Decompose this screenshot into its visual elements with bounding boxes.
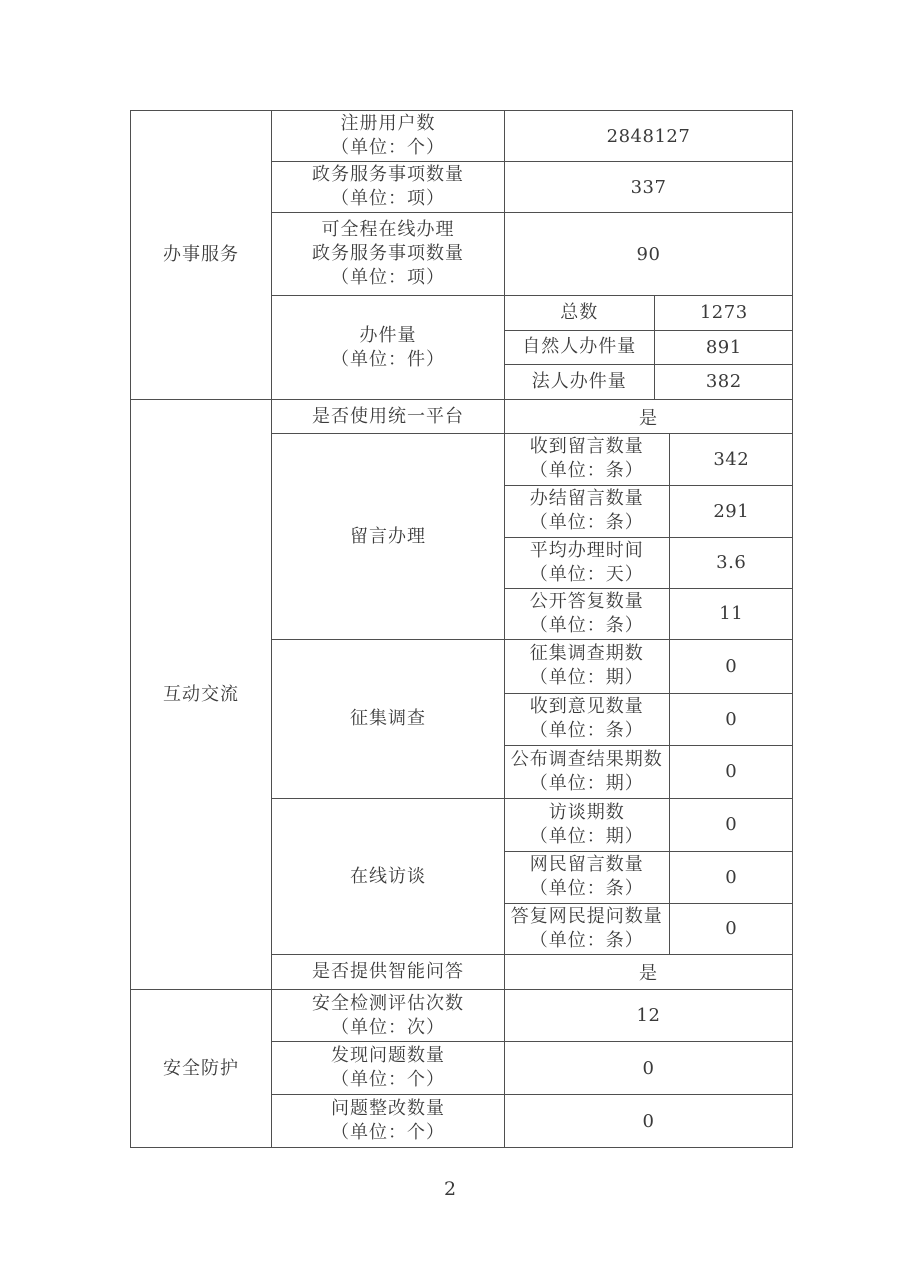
- sub-value-cell: [669, 745, 793, 798]
- sub-label: 网民留言数量: [529, 854, 644, 875]
- sub-label-cell: [505, 296, 654, 330]
- metric-cell: [272, 1042, 505, 1095]
- sub-label-cell: [505, 851, 669, 903]
- sub-label-cell: [505, 434, 669, 485]
- report-table: [130, 110, 793, 1148]
- metric-value: 是: [639, 963, 658, 984]
- sub-row: [505, 364, 793, 399]
- subtable-cell: [505, 640, 793, 799]
- sub-value: 11: [719, 603, 744, 625]
- subtable: [505, 434, 793, 639]
- sub-row: [505, 745, 793, 798]
- metric-label: 政务服务事项数量: [312, 164, 464, 185]
- subtable: [505, 296, 793, 399]
- sub-label: 访谈期数: [548, 801, 625, 823]
- metric-label: 办件量: [359, 324, 417, 346]
- sub-value: 891: [705, 336, 742, 358]
- sub-label: 公开答复数量: [529, 590, 644, 612]
- sub-value: 0: [725, 655, 738, 677]
- metric-unit: （单位：个）: [331, 137, 445, 158]
- sub-value: 0: [725, 761, 738, 783]
- value-cell: [505, 162, 793, 213]
- sub-row: [505, 588, 793, 639]
- sub-value: 0: [725, 866, 738, 888]
- table-row: [131, 111, 793, 162]
- sub-row: [505, 640, 793, 693]
- sub-label-cell: [505, 903, 669, 954]
- sub-label: 总数: [560, 301, 599, 323]
- metric-cell: [272, 955, 505, 990]
- subtable-cell: [505, 799, 793, 955]
- sub-row: [505, 485, 793, 537]
- metric-label: 可全程在线办理: [321, 219, 455, 240]
- metric-value: 是: [639, 407, 658, 429]
- category-label: 安全防护: [163, 1057, 239, 1079]
- sub-label: 法人办件量: [531, 370, 627, 392]
- category-cell-security: [131, 990, 272, 1148]
- metric-cell: [272, 400, 505, 434]
- sub-value-cell: [669, 693, 793, 745]
- subtable: [505, 799, 793, 954]
- metric-cell: [272, 434, 505, 640]
- sub-row: [505, 693, 793, 745]
- sub-value-cell: [654, 364, 793, 399]
- sub-label: 收到留言数量: [529, 436, 644, 458]
- sub-value: 0: [725, 708, 738, 730]
- subtable: [505, 640, 793, 798]
- sub-label-cell: [505, 537, 669, 588]
- sub-unit: （单位：期）: [529, 772, 644, 794]
- sub-unit: （单位：条）: [529, 512, 644, 533]
- table-row: [131, 400, 793, 434]
- metric-value: 337: [630, 176, 667, 198]
- value-cell: [505, 111, 793, 162]
- metric-value: 0: [642, 1057, 655, 1079]
- subtable-cell: [505, 296, 793, 400]
- sub-row: [505, 537, 793, 588]
- value-cell: [505, 400, 793, 434]
- sub-label-cell: [505, 588, 669, 639]
- sub-value: 3.6: [716, 552, 747, 573]
- sub-value-cell: [669, 799, 793, 851]
- sub-label: 平均办理时间: [529, 539, 644, 561]
- category-cell-interaction: [131, 400, 272, 990]
- sub-label-cell: [505, 330, 654, 364]
- metric-unit: （单位：次）: [331, 1016, 445, 1038]
- metric-value: 12: [636, 1005, 661, 1026]
- metric-cell: [272, 296, 505, 400]
- value-cell: [505, 1095, 793, 1148]
- metric-label: 安全检测评估次数: [312, 992, 464, 1014]
- sub-label-cell: [505, 364, 654, 399]
- sub-value: 382: [705, 371, 742, 393]
- metric-label: 注册用户数: [340, 113, 436, 134]
- sub-value-cell: [654, 296, 793, 330]
- sub-label-cell: [505, 485, 669, 537]
- sub-label: 公布调查结果期数: [510, 748, 663, 770]
- sub-label: 征集调查期数: [529, 643, 644, 665]
- sub-label-cell: [505, 693, 669, 745]
- metric-label: 留言办理: [350, 525, 426, 547]
- metric-cell: [272, 162, 505, 213]
- sub-row: [505, 903, 793, 954]
- sub-value-cell: [669, 434, 793, 485]
- table-row: [131, 990, 793, 1042]
- metric-value: 2848127: [606, 125, 691, 147]
- metric-cell: [272, 990, 505, 1042]
- sub-value: 291: [713, 500, 750, 522]
- category-label: 互动交流: [163, 683, 239, 705]
- category-label: 办事服务: [163, 244, 239, 265]
- sub-value-cell: [669, 485, 793, 537]
- sub-value-cell: [669, 640, 793, 693]
- subtable-cell: [505, 434, 793, 640]
- metric-unit: （单位：个）: [331, 1069, 445, 1090]
- metric-value: 90: [636, 243, 661, 265]
- sub-row: [505, 296, 793, 330]
- sub-unit: （单位：期）: [529, 825, 644, 847]
- sub-value-cell: [669, 588, 793, 639]
- sub-value: 0: [725, 814, 738, 836]
- sub-unit: （单位：条）: [529, 460, 644, 482]
- sub-value: 342: [713, 448, 750, 470]
- sub-value: 0: [725, 918, 738, 940]
- category-cell-service: [131, 111, 272, 400]
- sub-unit: （单位：条）: [529, 929, 644, 951]
- metric-unit: （单位：项）: [331, 267, 445, 288]
- metric-label: 发现问题数量: [331, 1045, 445, 1066]
- sub-label-cell: [505, 640, 669, 693]
- sub-label: 自然人办件量: [522, 336, 637, 357]
- value-cell: [505, 990, 793, 1042]
- sub-label-cell: [505, 799, 669, 851]
- metric-unit: （单位：个）: [331, 1122, 445, 1143]
- sub-unit: （单位：天）: [529, 563, 644, 585]
- sub-unit: （单位：条）: [529, 614, 644, 636]
- metric-cell: [272, 1095, 505, 1148]
- metric-label: 是否使用统一平台: [312, 405, 464, 427]
- sub-unit: （单位：条）: [529, 878, 644, 899]
- value-cell: [505, 213, 793, 296]
- sub-unit: （单位：条）: [529, 720, 644, 741]
- metric-cell: [272, 799, 505, 955]
- metric-unit: （单位：项）: [331, 188, 445, 209]
- metric-label: 问题整改数量: [331, 1098, 445, 1119]
- metric-label: 征集调查: [350, 708, 426, 729]
- sub-value-cell: [669, 851, 793, 903]
- sub-label-cell: [505, 745, 669, 798]
- metric-value: 0: [642, 1110, 655, 1132]
- sub-value-cell: [654, 330, 793, 364]
- sub-row: [505, 434, 793, 485]
- metric-label: 是否提供智能问答: [312, 961, 464, 982]
- sub-row: [505, 330, 793, 364]
- sub-label: 答复网民提问数量: [510, 905, 663, 927]
- sub-row: [505, 799, 793, 851]
- value-cell: [505, 1042, 793, 1095]
- value-cell: [505, 955, 793, 990]
- metric-label: 在线访谈: [350, 865, 426, 887]
- sub-label: 办结留言数量: [529, 488, 644, 509]
- sub-value-cell: [669, 537, 793, 588]
- metric-unit: （单位：件）: [331, 348, 445, 370]
- sub-value: 1273: [699, 302, 748, 324]
- sub-unit: （单位：期）: [529, 667, 644, 689]
- sub-row: [505, 851, 793, 903]
- metric-label: 政务服务事项数量: [312, 243, 464, 264]
- page-number: 2: [443, 1178, 457, 1200]
- metric-cell: [272, 640, 505, 799]
- sub-label: 收到意见数量: [529, 696, 644, 717]
- metric-cell: [272, 213, 505, 296]
- sub-value-cell: [669, 903, 793, 954]
- metric-cell: [272, 111, 505, 162]
